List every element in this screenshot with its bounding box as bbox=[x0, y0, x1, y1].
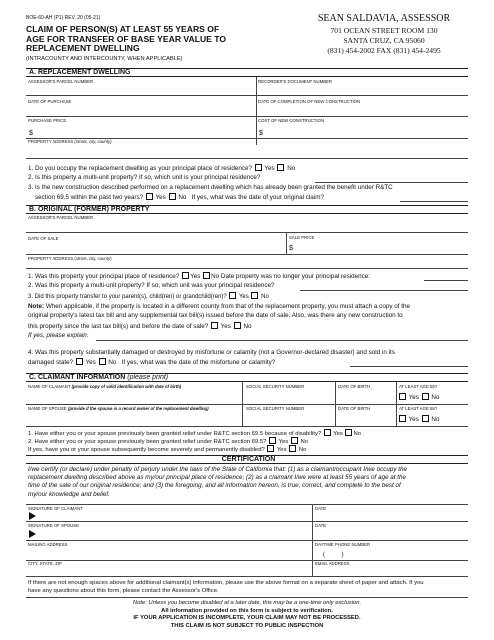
cert-line: replacement dwelling described above as my/our principal place of residence; (2) as a claimant I/we were at least 55 years of age at the bbox=[28, 474, 407, 482]
b-q4-date-text: If yes, what was the date of the misfortune or calamity? bbox=[121, 359, 276, 366]
c-q2-no-checkbox[interactable] bbox=[291, 437, 298, 444]
yes-label: Yes bbox=[333, 431, 343, 437]
answer-line[interactable] bbox=[315, 182, 468, 183]
c-q2-text: 2. Have either you or your spouse previously been granted relief under R&TC section 69.5? bbox=[28, 439, 267, 445]
answer-line[interactable] bbox=[400, 201, 468, 202]
a-q1 bbox=[28, 164, 295, 173]
dob-label: DATE OF BIRTH bbox=[338, 384, 371, 389]
assessor-name: SEAN SALDAVIA, ASSESSOR bbox=[317, 13, 451, 24]
no-label: No bbox=[431, 416, 440, 423]
no-label: No bbox=[108, 359, 117, 366]
b-note-yes-checkbox[interactable] bbox=[211, 322, 218, 329]
mailing-label: MAILING ADDRESS bbox=[28, 542, 68, 547]
divider bbox=[26, 404, 468, 405]
assessor-block bbox=[290, 13, 478, 55]
c-q2b-no-checkbox[interactable] bbox=[289, 445, 296, 452]
spouse-date-label: DATE bbox=[315, 523, 327, 528]
a-q1-yes-checkbox[interactable] bbox=[255, 164, 262, 171]
yes-label: Yes bbox=[220, 323, 231, 330]
address-note: (street, city, county) bbox=[74, 139, 112, 144]
spouse-ssn-label: SOCIAL SECURITY NUMBER bbox=[246, 406, 305, 411]
b-q1-date-text: Date property was no longer your principal residence: bbox=[220, 273, 371, 280]
spouse-age-checks bbox=[398, 415, 439, 424]
assessor-phone: (831) 454-2002 FAX (831) 454-2495 bbox=[327, 46, 441, 55]
title-line: AGE FOR TRANSFER OF BASE YEAR VALUE TO bbox=[26, 33, 227, 44]
yes-label: Yes bbox=[278, 439, 289, 445]
spouse-age55-label: AT LEAST AGE 55? bbox=[399, 406, 438, 411]
a-q2: 2. Is this property a multi-unit property? If so, which unit is your principal residence? bbox=[28, 174, 261, 181]
c-q1-no-checkbox[interactable] bbox=[345, 429, 352, 436]
title-line: CLAIM OF PERSON(S) AT LEAST 55 YEARS OF bbox=[26, 24, 220, 34]
answer-line[interactable] bbox=[424, 280, 468, 281]
claimant-label bbox=[28, 385, 181, 390]
b-q4-line1: 4. Was this property substantially damaged or destroyed by misfortune or calamity (not a Governor-declared disaster) and sold in its bbox=[28, 349, 395, 356]
footer-notes bbox=[26, 600, 468, 630]
no-label: No bbox=[300, 439, 308, 445]
certification-text bbox=[28, 466, 468, 499]
a-q1-no-checkbox[interactable] bbox=[277, 164, 284, 171]
a-q3-text: section 69.5 within the past two years? bbox=[35, 194, 144, 201]
phone-label: DAYTIME PHONE NUMBER bbox=[315, 542, 371, 547]
a-q3-date-text: If yes, what was the date of your original claim? bbox=[191, 194, 324, 201]
form-title bbox=[26, 25, 226, 54]
yes-label: Yes bbox=[238, 294, 249, 300]
note-text: When applicable, if the property is located in a different county from that of the replacement property, you must attach a copy of the bbox=[45, 303, 410, 310]
explain-line[interactable] bbox=[96, 340, 468, 341]
divider bbox=[26, 521, 468, 522]
footer-line4: THIS CLAIM IS NOT SUBJECT TO PUBLIC INSPECTION bbox=[170, 622, 324, 629]
c-q2-yes-checkbox[interactable] bbox=[269, 437, 276, 444]
b-note-no-checkbox[interactable] bbox=[234, 322, 241, 329]
yes-label: Yes bbox=[408, 394, 419, 401]
section-c-title: C. CLAIMANT INFORMATION bbox=[29, 374, 126, 381]
footer-note: Note: Unless you become disabled at a later date, this may be a one-time only exclusion. bbox=[132, 600, 362, 606]
b-q3-yes-checkbox[interactable] bbox=[229, 292, 236, 299]
claimant-date-label: DATE bbox=[315, 506, 327, 511]
b-q4-line2 bbox=[28, 358, 275, 367]
b-q1-text: 1. Was this property your principal place of residence? bbox=[28, 273, 180, 280]
b-q3-text: 3. Did this property transfer to your parent(s), child(ren) or grandchild(ren)? bbox=[28, 294, 227, 300]
email-label: EMAIL ADDRESS bbox=[315, 561, 350, 566]
a-q3-no-checkbox[interactable] bbox=[169, 193, 176, 200]
b-parcel-label: ASSESSOR'S PARCEL NUMBER bbox=[28, 215, 94, 220]
b-date-sale-label: DATE OF SALE bbox=[28, 236, 59, 241]
b-sale-price-label: SALE PRICE bbox=[289, 235, 315, 240]
certification-header: CERTIFICATION bbox=[26, 455, 468, 464]
assessor-address2: SANTA CRUZ, CA 95060 bbox=[343, 36, 425, 45]
b-note-line2: original property's latest tax bill and any supplemental tax bill(s) issued before the date of sale. Also, was there any new construction to bbox=[28, 312, 403, 319]
b-note-line3 bbox=[28, 322, 252, 331]
footer-line2: All information provided on this form is subject to verification. bbox=[161, 607, 333, 614]
cert-line: I/we certify (or declare) under penalty of perjury under the laws of the State of California that: (1) as a claimant/occupant I/we occupy the bbox=[28, 466, 408, 473]
no-label: No bbox=[431, 394, 440, 401]
c-q2b-text: If yes, have you or your spouse subsequently become severely and permanently disabled? bbox=[28, 447, 265, 453]
divider bbox=[26, 560, 468, 561]
purchase-date-label: DATE OF PURCHASE bbox=[28, 99, 72, 104]
form-code: BOE-60-AH (P1) REV. 20 (05-21) bbox=[26, 15, 101, 21]
footer-line3: IF YOUR APPLICATION IS INCOMPLETE, YOUR CLAIM MAY NOT BE PROCESSED. bbox=[133, 615, 361, 622]
spouse-label bbox=[28, 407, 209, 412]
divider bbox=[26, 426, 468, 427]
spouse-label-text: NAME OF SPOUSE bbox=[28, 406, 67, 411]
form-subtitle: (INTRACOUNTY AND INTERCOUNTY, WHEN APPLICABLE) bbox=[26, 56, 183, 62]
a-q3-line1: 3. Is the new construction described performed on a replacement dwelling which has already been granted the benefit under R&TC bbox=[28, 184, 393, 191]
b-if-yes: If yes, please explain: bbox=[28, 332, 89, 339]
divider bbox=[26, 504, 468, 505]
b-q4-yes-checkbox[interactable] bbox=[76, 358, 83, 365]
a-q3-line2 bbox=[35, 193, 324, 202]
title-line: REPLACEMENT DWELLING bbox=[26, 43, 140, 54]
sign-arrow-icon bbox=[29, 512, 36, 520]
claimant-note: (provide copy of valid identification with date of birth) bbox=[71, 384, 182, 389]
yes-label: Yes bbox=[85, 359, 96, 366]
b-q1 bbox=[28, 272, 370, 281]
c-q2b-yes-checkbox[interactable] bbox=[267, 445, 274, 452]
b-note-line1 bbox=[28, 303, 410, 311]
address-label-text: PROPERTY ADDRESS bbox=[28, 139, 74, 144]
claimant-age-no-checkbox[interactable] bbox=[422, 393, 429, 400]
answer-line[interactable] bbox=[300, 290, 468, 291]
note-label: Note: bbox=[28, 303, 45, 310]
assessor-address1: 701 OCEAN STREET ROOM 130 bbox=[330, 26, 438, 35]
divider bbox=[26, 540, 468, 541]
no-label: No bbox=[243, 323, 252, 330]
section-c-header bbox=[26, 373, 468, 382]
purchase-price-dollar: $ bbox=[29, 130, 33, 137]
no-label: No bbox=[353, 431, 362, 437]
spouse-age-yes-checkbox[interactable] bbox=[399, 415, 406, 422]
no-label: No bbox=[298, 447, 307, 453]
spouse-age-no-checkbox[interactable] bbox=[422, 415, 429, 422]
c-q1-yes-checkbox[interactable] bbox=[324, 429, 331, 436]
phone-paren: ( ) bbox=[323, 552, 344, 558]
section-c-note: (please print) bbox=[127, 374, 169, 381]
address-label bbox=[28, 140, 112, 145]
footer-extra-line2: have any questions about this form, please contact the Assessor's Office. bbox=[28, 588, 219, 594]
purchase-price-label: PURCHASE PRICE bbox=[28, 118, 67, 123]
c-q1-text: 1. Have either you or your spouse previously been granted relief under R&TC section 69.5 because of disability? bbox=[28, 431, 322, 437]
b-q4-text: damaged state? bbox=[28, 359, 74, 366]
divider bbox=[26, 254, 468, 255]
yes-label: Yes bbox=[408, 416, 419, 423]
b-q3 bbox=[28, 292, 269, 302]
yes-label: Yes bbox=[264, 165, 275, 172]
section-a-header: A. REPLACEMENT DWELLING bbox=[26, 68, 468, 77]
divider bbox=[26, 158, 468, 159]
cost-new-label: COST OF NEW CONSTRUCTION bbox=[258, 118, 325, 123]
no-label: No bbox=[287, 165, 296, 172]
b-q3-no-checkbox[interactable] bbox=[251, 292, 258, 299]
c-q2b bbox=[28, 445, 306, 454]
claimant-label-text: NAME OF CLAIMANT bbox=[28, 384, 71, 389]
b-q1-yes-checkbox[interactable] bbox=[182, 272, 189, 279]
city-label: CITY, STATE, ZIP bbox=[28, 561, 62, 566]
age55-label: AT LEAST AGE 55? bbox=[399, 384, 438, 389]
ssn-label: SOCIAL SECURITY NUMBER bbox=[246, 384, 305, 389]
b-q2: 2. Was this property a multi-unit property? If so, which unit was your principal residence? bbox=[28, 282, 275, 289]
divider bbox=[26, 576, 468, 577]
yes-label: Yes bbox=[190, 273, 201, 280]
divider bbox=[26, 268, 468, 269]
divider bbox=[26, 95, 468, 96]
divider bbox=[26, 116, 468, 117]
no-label: No bbox=[211, 273, 220, 280]
sign-arrow-icon bbox=[29, 530, 36, 538]
b-address-label: PROPERTY ADDRESS (street, city, county) bbox=[28, 256, 112, 261]
no-label: No bbox=[261, 294, 269, 300]
divider bbox=[26, 232, 468, 233]
answer-line[interactable] bbox=[350, 366, 468, 367]
sig-spouse-label: SIGNATURE OF SPOUSE bbox=[28, 523, 80, 528]
spouse-dob-label: DATE OF BIRTH bbox=[338, 406, 371, 411]
cert-line: my/our knowledge and belief. bbox=[28, 490, 110, 498]
footer-extra-line1: If there are not enough spaces above for additional claimant(s) information, please use the above format on a separate sheet of paper and attach. If you bbox=[28, 580, 424, 586]
divider bbox=[26, 597, 468, 598]
divider bbox=[256, 77, 257, 145]
cert-line: time of the sale of our original residence; and (3) the foregoing, and all information hereon, is true, correct, and complete to the best of bbox=[28, 482, 401, 490]
a-q3-yes-checkbox[interactable] bbox=[146, 193, 153, 200]
claimant-age-checks bbox=[398, 393, 439, 402]
no-label: No bbox=[178, 194, 187, 201]
spouse-note: (provide if the spouse is a record owner of the replacement dwelling) bbox=[67, 406, 209, 411]
yes-label: Yes bbox=[276, 447, 287, 453]
cost-new-dollar: $ bbox=[259, 130, 263, 137]
b-q1-no-checkbox[interactable] bbox=[203, 272, 210, 279]
section-b-header: B. ORIGINAL (FORMER) PROPERTY bbox=[26, 205, 468, 214]
parcel-label: ASSESSOR'S PARCEL NUMBER bbox=[28, 79, 94, 84]
recorder-label: RECORDER'S DOCUMENT NUMBER bbox=[258, 79, 333, 84]
claimant-age-yes-checkbox[interactable] bbox=[399, 393, 406, 400]
b-sale-price-dollar: $ bbox=[289, 245, 293, 252]
note-text: this property since the last tax bill(s) and before the date of sale? bbox=[28, 323, 209, 330]
b-q4-no-checkbox[interactable] bbox=[99, 358, 106, 365]
divider bbox=[286, 232, 287, 254]
completion-date-label: DATE OF COMPLETION OF NEW CONSTRUCTION bbox=[258, 99, 361, 104]
yes-label: Yes bbox=[155, 194, 166, 201]
sig-claimant-label: SIGNATURE OF CLAIMANT bbox=[28, 506, 83, 511]
a-q1-text: 1. Do you occupy the replacement dwelling as your principal place of residence? bbox=[28, 165, 253, 172]
